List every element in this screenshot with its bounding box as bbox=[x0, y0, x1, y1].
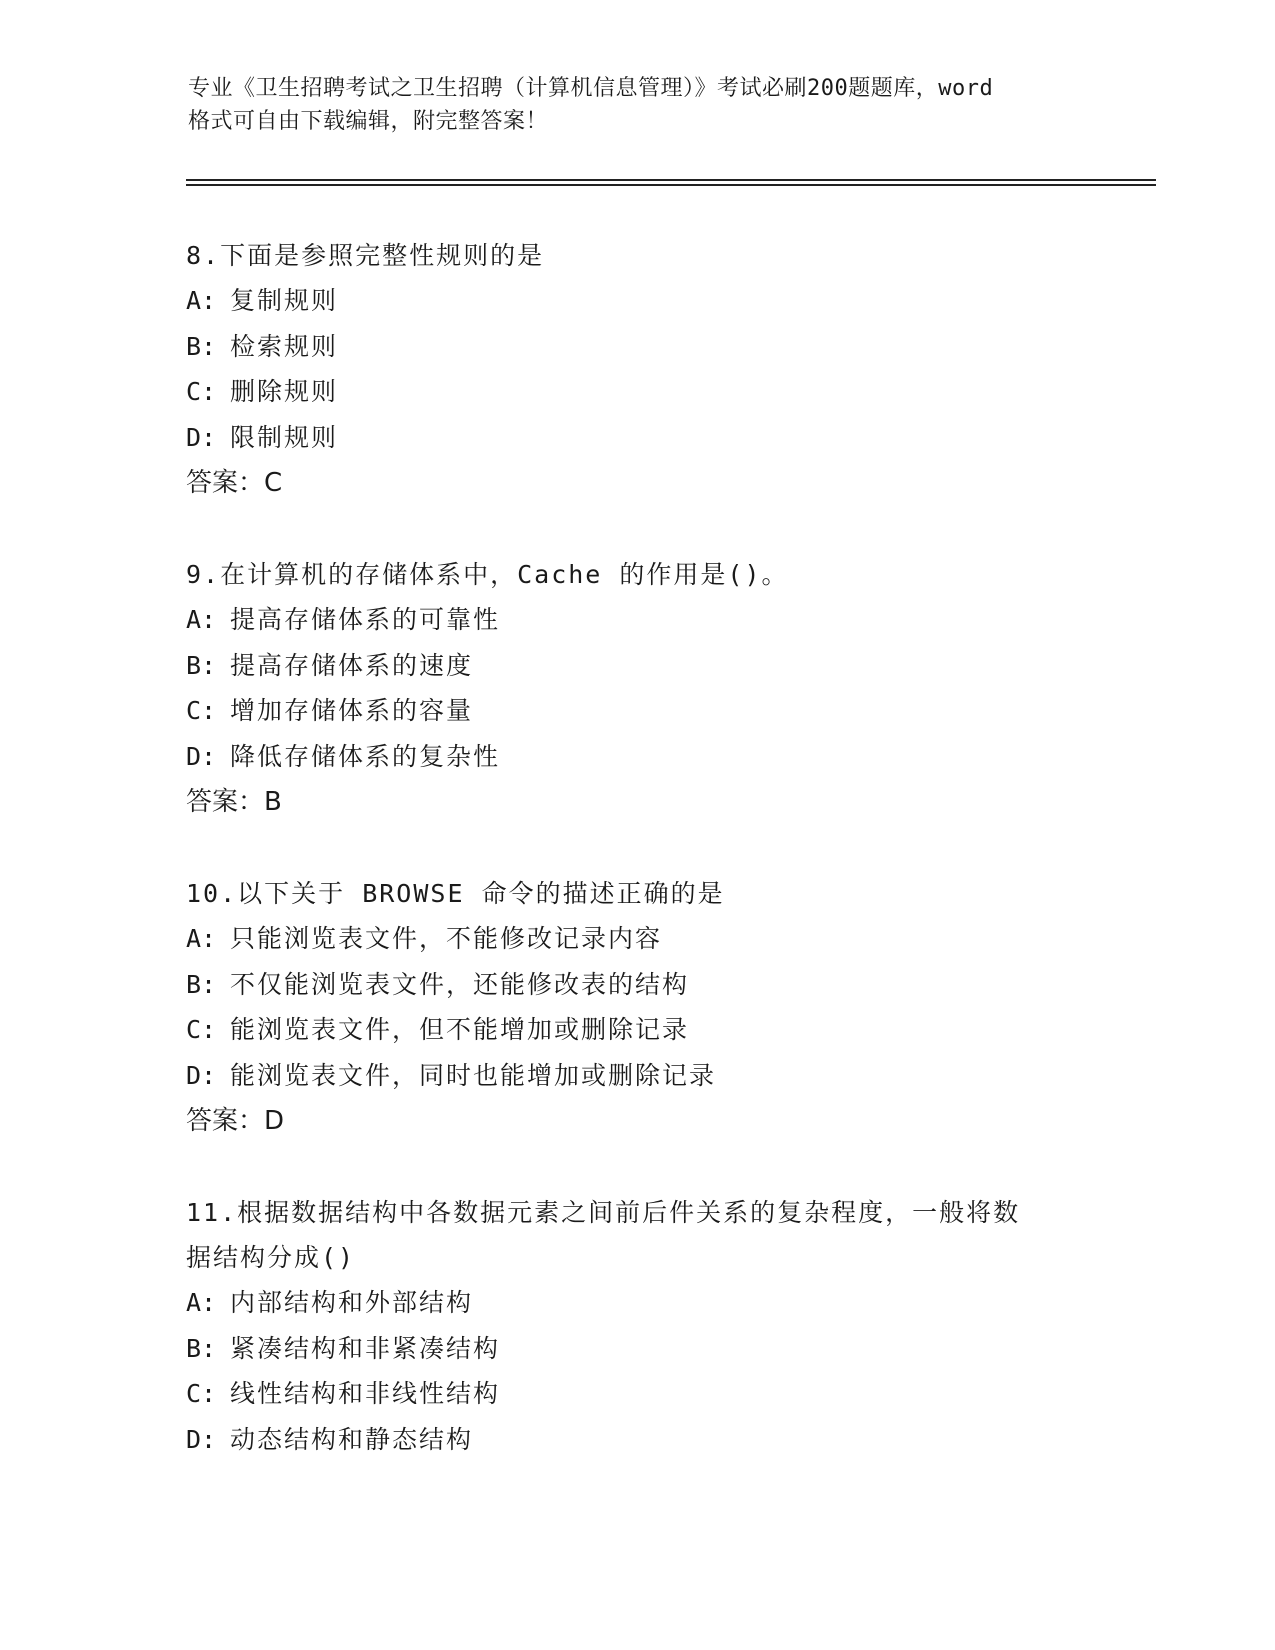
question-title: 8.下面是参照完整性规则的是 bbox=[186, 241, 545, 270]
option-a bbox=[186, 916, 1086, 962]
question-title: 9.在计算机的存储体系中，Cache 的作用是()。 bbox=[186, 560, 789, 589]
option-key: D: bbox=[186, 741, 217, 771]
option-key: B: bbox=[186, 969, 217, 999]
option-key: D: bbox=[186, 1424, 217, 1454]
question-title-line-1: 11.根据数据结构中各数据元素之间前后件关系的复杂程度，一般将数 bbox=[186, 1198, 1021, 1227]
option-d bbox=[186, 1053, 1086, 1099]
option-key: B: bbox=[186, 1333, 217, 1363]
option-text: 线性结构和非线性结构 bbox=[230, 1379, 501, 1408]
option-key: D: bbox=[186, 422, 217, 452]
header-divider-bottom bbox=[186, 184, 1156, 186]
option-key: C: bbox=[186, 1015, 217, 1044]
option-text: 能浏览表文件，但不能增加或删除记录 bbox=[230, 1015, 690, 1044]
option-text: 限制规则 bbox=[230, 422, 339, 452]
header-line-2: 格式可自由下载编辑，附完整答案！ bbox=[188, 109, 549, 134]
option-b bbox=[186, 1326, 1086, 1372]
header-line-1: 专业《卫生招聘考试之卫生招聘（计算机信息管理）》考试必刷200题题库，word bbox=[188, 76, 994, 101]
option-a bbox=[186, 278, 1086, 324]
option-text: 提高存储体系的可靠性 bbox=[230, 605, 501, 634]
option-a bbox=[186, 597, 1086, 643]
option-key: A: bbox=[186, 605, 217, 634]
option-d bbox=[186, 415, 1086, 461]
question-8 bbox=[186, 233, 1086, 506]
option-key: A: bbox=[186, 924, 217, 953]
option-b bbox=[186, 962, 1086, 1008]
option-text: 提高存储体系的速度 bbox=[230, 650, 474, 680]
option-key: B: bbox=[186, 650, 217, 680]
question-11 bbox=[186, 1190, 1086, 1462]
question-title: 10.以下关于 BROWSE 命令的描述正确的是 bbox=[186, 879, 725, 908]
option-d bbox=[186, 1417, 1086, 1463]
option-c bbox=[186, 688, 1086, 734]
document-header bbox=[188, 72, 1088, 138]
option-key: D: bbox=[186, 1060, 217, 1090]
option-text: 只能浏览表文件，不能修改记录内容 bbox=[230, 924, 663, 953]
option-key: C: bbox=[186, 696, 217, 725]
option-c bbox=[186, 1007, 1086, 1053]
question-9 bbox=[186, 552, 1086, 825]
option-key: A: bbox=[186, 1288, 217, 1317]
answer-line: 答案：C bbox=[186, 468, 283, 498]
answer-line: 答案：B bbox=[186, 787, 282, 817]
option-c bbox=[186, 369, 1086, 415]
option-d bbox=[186, 734, 1086, 780]
option-text: 删除规则 bbox=[230, 377, 339, 406]
option-text: 动态结构和静态结构 bbox=[230, 1424, 474, 1454]
option-key: B: bbox=[186, 331, 217, 361]
option-a bbox=[186, 1280, 1086, 1326]
question-10 bbox=[186, 871, 1086, 1144]
option-c bbox=[186, 1371, 1086, 1417]
option-text: 不仅能浏览表文件，还能修改表的结构 bbox=[230, 969, 690, 999]
option-text: 能浏览表文件，同时也能增加或删除记录 bbox=[230, 1060, 717, 1090]
option-key: C: bbox=[186, 377, 217, 406]
option-b bbox=[186, 324, 1086, 370]
option-b bbox=[186, 643, 1086, 689]
option-text: 紧凑结构和非紧凑结构 bbox=[230, 1333, 501, 1363]
option-text: 降低存储体系的复杂性 bbox=[230, 741, 501, 771]
header-divider-top bbox=[186, 179, 1156, 181]
option-key: C: bbox=[186, 1379, 217, 1408]
option-key: A: bbox=[186, 286, 217, 315]
option-text: 增加存储体系的容量 bbox=[230, 696, 474, 725]
option-text: 复制规则 bbox=[230, 286, 339, 315]
answer-line: 答案：D bbox=[186, 1106, 285, 1136]
option-text: 检索规则 bbox=[230, 331, 339, 361]
question-title-line-2: 据结构分成() bbox=[186, 1243, 356, 1272]
option-text: 内部结构和外部结构 bbox=[230, 1288, 474, 1317]
